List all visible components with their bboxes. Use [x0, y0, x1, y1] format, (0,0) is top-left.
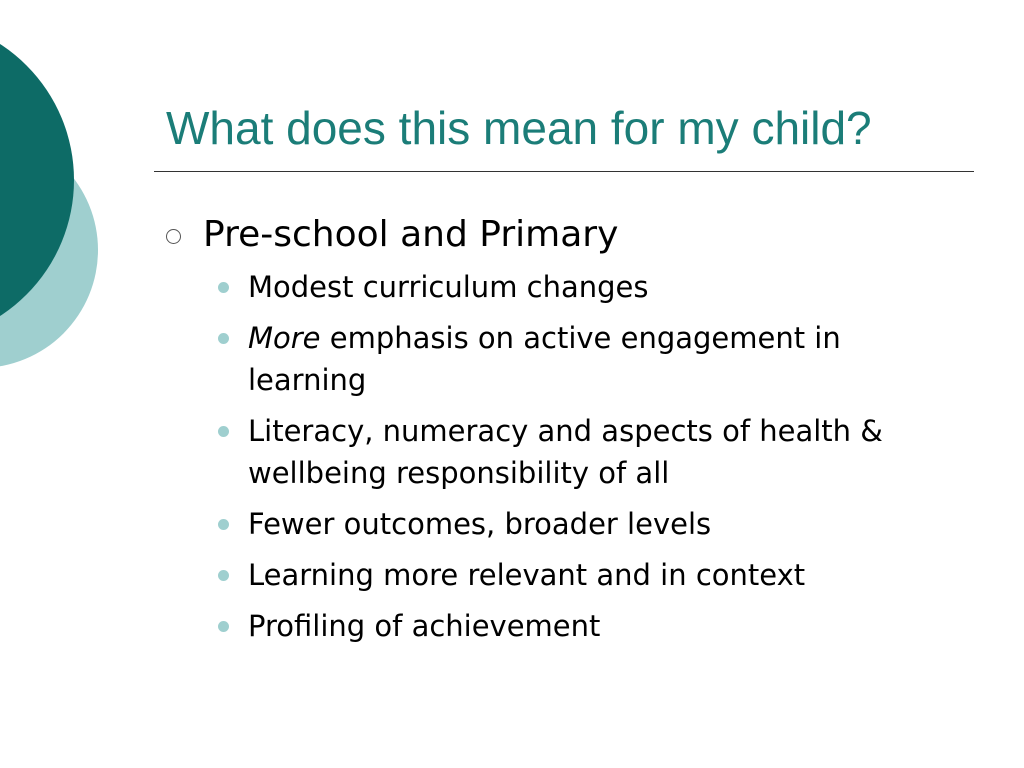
title-divider: [154, 171, 974, 172]
dot-bullet-icon: [218, 426, 229, 437]
sub-bullet-item: [248, 266, 956, 308]
sub-bullet-item: [248, 605, 956, 647]
dot-bullet-icon: [218, 519, 229, 530]
sub-bullet-text: Learning more relevant and in context: [248, 558, 806, 592]
dot-bullet-icon: [218, 333, 229, 344]
decorative-circles: [0, 0, 110, 420]
slide-body: [166, 210, 956, 656]
sub-bullet-text: Fewer outcomes, broader levels: [248, 507, 712, 541]
sub-bullet-item: [248, 410, 956, 494]
dot-bullet-icon: [218, 570, 229, 581]
sub-bullet-text: Modest curriculum changes: [248, 270, 649, 304]
sub-bullet-text: Literacy, numeracy and aspects of health & wellbeing responsibility of all: [248, 414, 883, 490]
hollow-circle-bullet-icon: [166, 229, 181, 244]
sub-bullet-item: [248, 317, 956, 401]
bullet-pre-school-primary: [166, 210, 956, 260]
bullet-text: Pre-school and Primary: [203, 214, 619, 255]
sub-bullet-text: Profiling of achievement: [248, 609, 601, 643]
sub-bullet-item: [248, 503, 956, 545]
emphasis-text: More: [248, 321, 321, 355]
dot-bullet-icon: [218, 282, 229, 293]
sub-bullet-list: [166, 266, 956, 647]
dot-bullet-icon: [218, 621, 229, 632]
sub-bullet-text: emphasis on active engagement in learning: [248, 321, 841, 397]
slide-title: What does this mean for my child?: [166, 102, 872, 154]
sub-bullet-item: [248, 554, 956, 596]
